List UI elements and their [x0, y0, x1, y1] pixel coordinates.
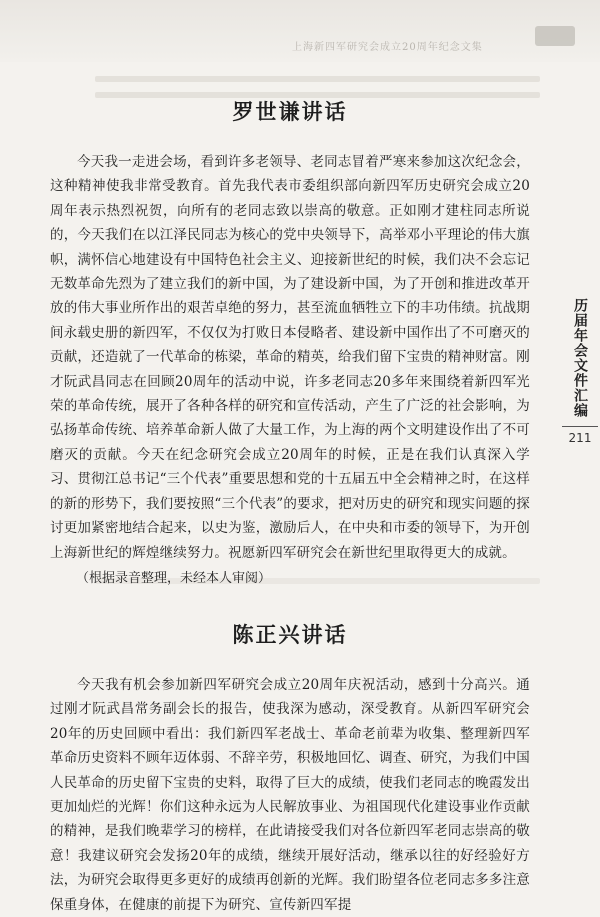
bleed-through-header: 上海新四军研究会成立20周年纪念文集 — [292, 42, 483, 53]
sidebar-divider — [562, 426, 598, 427]
page-body — [50, 96, 530, 917]
page-number: 211 — [568, 431, 592, 445]
speech-paragraph-luo-shiqian: 今天我一走进会场，看到许多老领导、老同志冒着严寒来参加这次纪念会，这种精神使我非常受教育。首先我代表市委组织部向新四军历史研究会成立20周年表示热烈祝贺，向所有的老同志致以崇高的敬意。正如刚才建柱同志所说的，今天我们在以江泽民同志为核心的党中央领导下，高举邓小平理论的伟大旗帜，满怀信心地建设有中国特色社会主义、迎接新世纪的时候，我们决不会忘记无数革命先烈为了建立我们的新中国，为了建设新中国，为了开创和推进改革开放的伟大事业所作出的艰苦卓绝的努力，甚至流血牺牲立下的丰功伟绩。抗战期间永载史册的新四军，不仅仅为打败日本侵略者、建设新中国作出了不可磨灭的贡献，还造就了一代革命的栋梁，革命的精英，给我们留下宝贵的精神财富。刚才阮武昌同志在回顾20周年的活动中说，许多老同志20多年来围绕着新四军光荣的革命传统，展开了各种各样的研究和宣传活动，产生了广泛的社会影响，为弘扬革命传统、培养革命新人做了大量工作，为上海的两个文明建设作出了不可磨灭的贡献。今天在纪念研究会成立20周年的时候，正是在我们认真深入学习、贯彻江总书记“三个代表”重要思想和党的十五届五中全会精神之时，在这样的新的形势下，我们要按照“三个代表”的要求，把对历史的研究和现实问题的探讨更加紧密地结合起来，以史为鉴，激励后人，在中央和市委的领导下，为开创上海新世纪的辉煌继续努力。祝愿新四军研究会在新世纪里取得更大的成就。 — [50, 154, 531, 561]
book-section-title: 历届年会文件汇编 — [572, 298, 588, 418]
bleed-through-logo — [535, 26, 575, 46]
speech-paragraph-chen-zhengxing: 今天我有机会参加新四军研究会成立20周年庆祝活动，感到十分高兴。通过刚才阮武昌常务副会长的报告，使我深为感动，深受教育。从新四军研究会20年的历史回顾中看出：我们新四军老战士、革命老前辈为收集、整理新四军革命历史资料不顾年迈体弱、不辞辛劳，积极地回忆、调查、研究，为我们中国人民革命的历史留下宝贵的史料，取得了巨大的成绩，使我们老同志的晚霞发出更加灿烂的光辉！你们这种永远为人民解放事业、为祖国现代化建设事业作贡献的精神，是我们晚辈学习的榜样，在此请接受我们对各位新四军老同志崇高的敬意！我建议研究会发扬20年的成绩，继续开展好活动，继承以往的好经验好方法，为研究会取得更多更好的成绩再创新的光辉。我们盼望各位老同志多多注意保重身体，在健康的前提下为研究、宣传新四军提 — [50, 676, 530, 913]
bleed-through-line — [95, 76, 540, 82]
transcription-note: （根据录音整理，未经本人审阅） — [76, 570, 272, 586]
section-title-chen-zhengxing: 陈正兴讲话 — [232, 622, 348, 647]
section-title-luo-shiqian: 罗世谦讲话 — [232, 100, 348, 124]
page-sidebar — [560, 298, 600, 445]
